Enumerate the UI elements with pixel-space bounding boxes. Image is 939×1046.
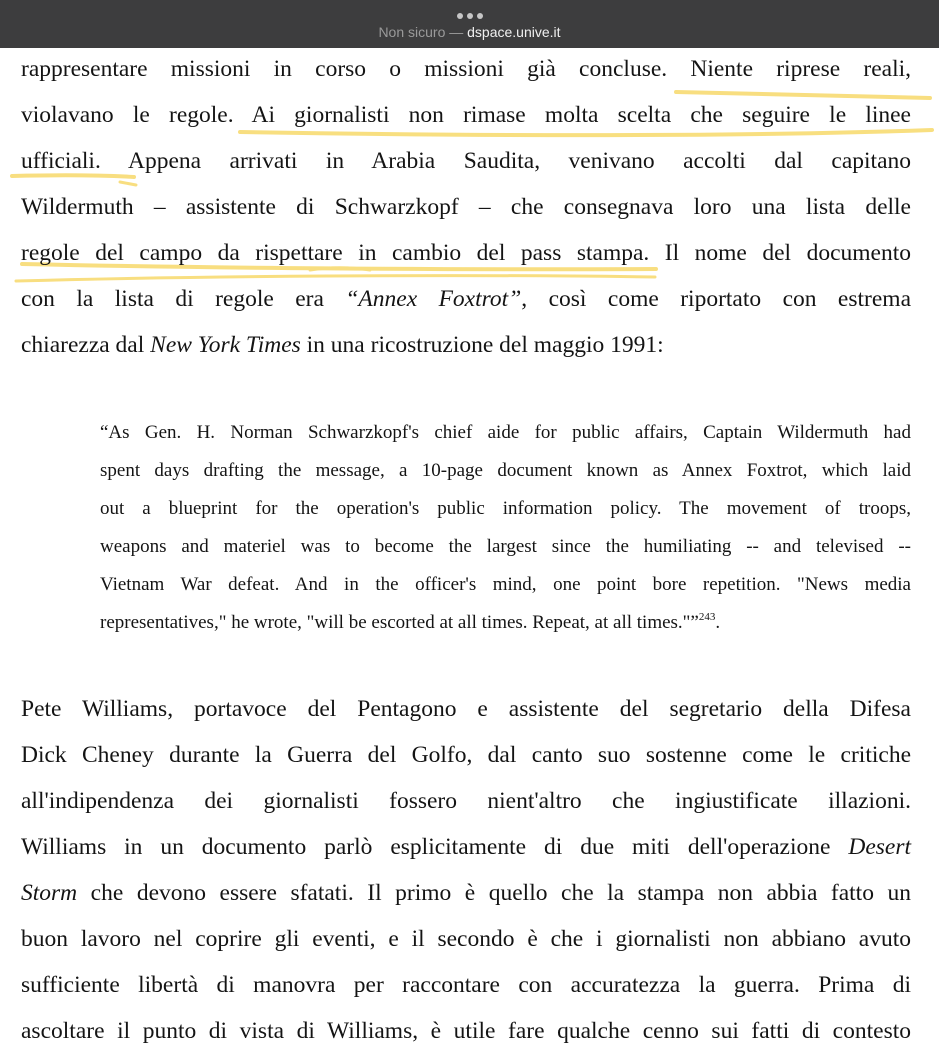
annex-foxtrot-title: “Annex Foxtrot” [345,286,522,312]
more-options-icon[interactable] [0,6,939,14]
paragraph-1-line-5: regole del campo da rispettare in cambio del pass stampa. Il nome del documento [21,240,911,266]
paragraph-2-line-7: sufficiente libertà di manovra per raccontare con accuratezza la guerra. Prima di [21,972,911,998]
quote-line-5: Vietnam War defeat. And in the officer's mind, one point bore repetition. "News media [100,574,911,595]
quote-line-4: weapons and materiel was to become the largest since the humiliating -- and televised -- [100,536,911,557]
quote-line-6 [100,610,911,636]
highlight-stroke-7 [310,268,370,270]
new-york-times-title: New York Times [150,332,301,358]
desert-word: Desert [848,834,911,860]
line-5-text: che devono essere sfatati. Il primo è quello che la stampa non abbia fatto un [77,880,911,906]
security-label: Non sicuro [378,24,446,40]
line-6-text-b: , così come riportato con estrema [521,286,912,312]
paragraph-2-line-1: Pete Williams, portavoce del Pentagono e assistente del segretario della Difesa [21,696,911,722]
line-7-text-b: in una ricostruzione del maggio 1991: [300,332,664,358]
paragraph-1-line-4: Wildermuth – assistente di Schwarzkopf – che consegnava loro una lista delle [21,194,911,220]
quote-line-2: spent days drafting the message, a 10-page document known as Annex Foxtrot, which laid [100,460,911,481]
highlight-stroke-4 [120,182,136,185]
address-bar[interactable] [0,23,939,41]
paragraph-2-line-6: buon lavoro nel coprire gli eventi, e il secondo è che i giornalisti non abbiano avuto [21,926,911,952]
highlight-stroke-2 [240,130,932,135]
paragraph-2-line-2: Dick Cheney durante la Guerra del Golfo, dal canto suo sostenne come le critiche [21,742,911,768]
paragraph-1-line-6 [21,284,911,314]
line-7-text-a: chiarezza dal [21,332,151,358]
quote-line-1: “As Gen. H. Norman Schwarzkopf's chief aide for public affairs, Captain Wildermuth had [100,422,911,443]
paragraph-2-line-4 [21,832,911,862]
paragraph-1-line-1: rappresentare missioni in corso o missioni già concluse. Niente riprese reali, [21,56,911,82]
paragraph-2-line-3: all'indipendenza dei giornalisti fossero nient'altro che ingiustificate illazioni. [21,788,911,814]
quote-line-3: out a blueprint for the operation's public information policy. The movement of troops, [100,498,911,519]
paragraph-1-line-7 [21,330,911,360]
quote-end-period: . [715,612,721,633]
line-4-text: Williams in un documento parlò esplicitamente di due miti dell'operazione [21,834,849,860]
document-page [0,48,939,1044]
site-domain: dspace.unive.it [467,24,561,40]
highlight-stroke-6 [16,276,655,281]
paragraph-1-line-3: ufficiali. Appena arrivati in Arabia Saudita, venivano accolti dal capitano [21,148,911,174]
address-separator: — [449,24,464,40]
storm-word: Storm [21,880,78,906]
line-6-text-a: con la lista di regole era [21,286,346,312]
browser-top-bar [0,0,939,48]
highlight-stroke-1 [676,92,930,98]
paragraph-1-line-2: violavano le regole. Ai giornalisti non rimase molta scelta che seguire le linee [21,102,911,128]
paragraph-2-line-8: ascoltare il punto di vista di Williams, è utile fare qualche cenno sui fatti di contesto [21,1018,911,1044]
quote-last-text: representatives," he wrote, "will be escorted at all times. Repeat, at all times."” [100,612,699,633]
footnote-ref[interactable]: 243 [698,611,716,623]
paragraph-2-line-5 [21,878,911,908]
